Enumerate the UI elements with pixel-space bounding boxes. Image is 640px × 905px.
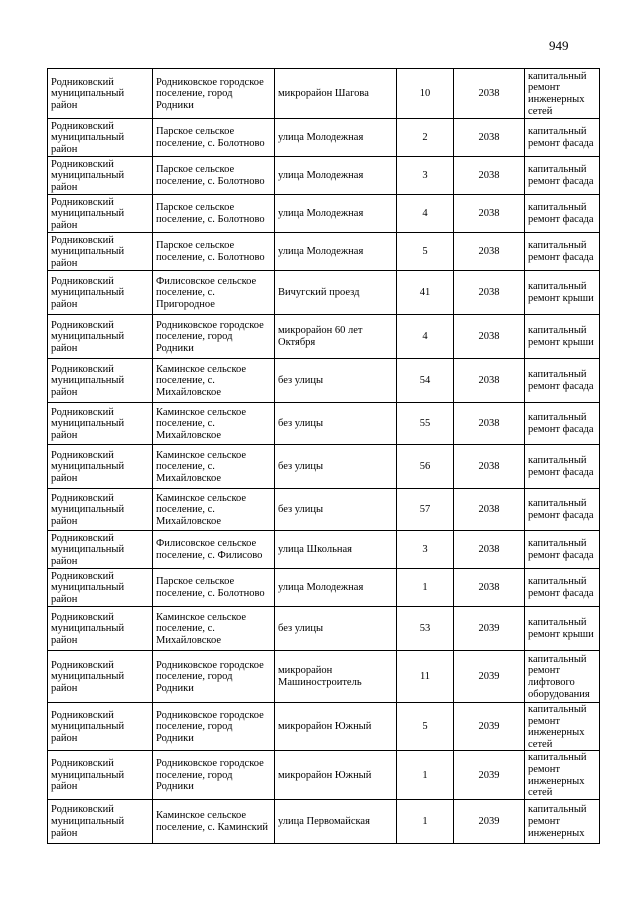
year-cell: 2038 xyxy=(454,195,525,233)
street-cell: без улицы xyxy=(275,445,397,489)
district-cell: Родниковский муниципальный район xyxy=(48,531,153,569)
street-cell: микрорайон Южный xyxy=(275,751,397,799)
work-type-cell: капитальный ремонт крыши xyxy=(525,315,600,359)
work-type-cell: капитальный ремонт фасада xyxy=(525,489,600,531)
house-number-cell: 3 xyxy=(397,157,454,195)
housing-repair-table xyxy=(47,68,600,844)
work-type-cell: капитальный ремонт фасада xyxy=(525,569,600,607)
street-cell: Вичугский проезд xyxy=(275,271,397,315)
year-cell: 2038 xyxy=(454,403,525,445)
work-type-cell: капитальный ремонт инженерных сетей xyxy=(525,751,600,799)
table-row xyxy=(48,271,600,315)
table-row xyxy=(48,751,600,799)
street-cell: улица Школьная xyxy=(275,531,397,569)
street-cell: улица Молодежная xyxy=(275,157,397,195)
work-type-cell: капитальный ремонт фасада xyxy=(525,359,600,403)
table-row xyxy=(48,403,600,445)
settlement-cell: Парское сельское поселение, с. Болотново xyxy=(153,195,275,233)
work-type-cell: капитальный ремонт крыши xyxy=(525,607,600,651)
district-cell: Родниковский муниципальный район xyxy=(48,359,153,403)
street-cell: улица Первомайская xyxy=(275,799,397,843)
house-number-cell: 5 xyxy=(397,233,454,271)
table-row xyxy=(48,703,600,751)
house-number-cell: 4 xyxy=(397,315,454,359)
street-cell: улица Молодежная xyxy=(275,233,397,271)
year-cell: 2039 xyxy=(454,607,525,651)
table-row xyxy=(48,119,600,157)
work-type-cell: капитальный ремонт инженерных сетей xyxy=(525,703,600,751)
street-cell: без улицы xyxy=(275,489,397,531)
table-body xyxy=(48,69,600,844)
settlement-cell: Каминское сельское поселение, с. Михайловское xyxy=(153,359,275,403)
table-row xyxy=(48,489,600,531)
work-type-cell: капитальный ремонт инженерных xyxy=(525,799,600,843)
settlement-cell: Парское сельское поселение, с. Болотново xyxy=(153,157,275,195)
settlement-cell: Каминское сельское поселение, с. Михайловское xyxy=(153,403,275,445)
house-number-cell: 3 xyxy=(397,531,454,569)
district-cell: Родниковский муниципальный район xyxy=(48,651,153,703)
district-cell: Родниковский муниципальный район xyxy=(48,315,153,359)
street-cell: микрорайон Машиностроитель xyxy=(275,651,397,703)
district-cell: Родниковский муниципальный район xyxy=(48,569,153,607)
street-cell: улица Молодежная xyxy=(275,195,397,233)
house-number-cell: 11 xyxy=(397,651,454,703)
year-cell: 2038 xyxy=(454,233,525,271)
work-type-cell: капитальный ремонт крыши xyxy=(525,271,600,315)
table-row xyxy=(48,359,600,403)
district-cell: Родниковский муниципальный район xyxy=(48,119,153,157)
district-cell: Родниковский муниципальный район xyxy=(48,271,153,315)
district-cell: Родниковский муниципальный район xyxy=(48,703,153,751)
street-cell: без улицы xyxy=(275,403,397,445)
table-row xyxy=(48,799,600,843)
table-row xyxy=(48,195,600,233)
street-cell: без улицы xyxy=(275,359,397,403)
house-number-cell: 5 xyxy=(397,703,454,751)
settlement-cell: Каминское сельское поселение, с. Каминский xyxy=(153,799,275,843)
house-number-cell: 10 xyxy=(397,69,454,119)
settlement-cell: Каминское сельское поселение, с. Михайловское xyxy=(153,445,275,489)
table-row xyxy=(48,445,600,489)
settlement-cell: Филисовское сельское поселение, с. Филисово xyxy=(153,531,275,569)
table-row xyxy=(48,69,600,119)
year-cell: 2039 xyxy=(454,799,525,843)
district-cell: Родниковский муниципальный район xyxy=(48,69,153,119)
settlement-cell: Парское сельское поселение, с. Болотново xyxy=(153,233,275,271)
street-cell: микрорайон Шагова xyxy=(275,69,397,119)
settlement-cell: Родниковское городское поселение, город Родники xyxy=(153,751,275,799)
work-type-cell: капитальный ремонт фасада xyxy=(525,195,600,233)
district-cell: Родниковский муниципальный район xyxy=(48,607,153,651)
year-cell: 2038 xyxy=(454,119,525,157)
street-cell: без улицы xyxy=(275,607,397,651)
settlement-cell: Парское сельское поселение, с. Болотново xyxy=(153,569,275,607)
street-cell: микрорайон Южный xyxy=(275,703,397,751)
house-number-cell: 2 xyxy=(397,119,454,157)
settlement-cell: Парское сельское поселение, с. Болотново xyxy=(153,119,275,157)
house-number-cell: 1 xyxy=(397,569,454,607)
year-cell: 2038 xyxy=(454,569,525,607)
house-number-cell: 57 xyxy=(397,489,454,531)
street-cell: улица Молодежная xyxy=(275,119,397,157)
year-cell: 2038 xyxy=(454,489,525,531)
settlement-cell: Каминское сельское поселение, с. Михайловское xyxy=(153,489,275,531)
table-row xyxy=(48,157,600,195)
work-type-cell: капитальный ремонт фасада xyxy=(525,531,600,569)
year-cell: 2039 xyxy=(454,751,525,799)
work-type-cell: капитальный ремонт фасада xyxy=(525,157,600,195)
district-cell: Родниковский муниципальный район xyxy=(48,403,153,445)
district-cell: Родниковский муниципальный район xyxy=(48,799,153,843)
settlement-cell: Родниковское городское поселение, город Родники xyxy=(153,315,275,359)
year-cell: 2038 xyxy=(454,445,525,489)
work-type-cell: капитальный ремонт фасада xyxy=(525,233,600,271)
work-type-cell: капитальный ремонт инженерных сетей xyxy=(525,69,600,119)
settlement-cell: Родниковское городское поселение, город Родники xyxy=(153,651,275,703)
work-type-cell: капитальный ремонт фасада xyxy=(525,119,600,157)
table-row xyxy=(48,607,600,651)
work-type-cell: капитальный ремонт фасада xyxy=(525,403,600,445)
settlement-cell: Родниковское городское поселение, город Родники xyxy=(153,69,275,119)
house-number-cell: 53 xyxy=(397,607,454,651)
table-row xyxy=(48,531,600,569)
district-cell: Родниковский муниципальный район xyxy=(48,751,153,799)
year-cell: 2039 xyxy=(454,703,525,751)
work-type-cell: капитальный ремонт лифтового оборудования xyxy=(525,651,600,703)
year-cell: 2038 xyxy=(454,531,525,569)
house-number-cell: 54 xyxy=(397,359,454,403)
settlement-cell: Родниковское городское поселение, город Родники xyxy=(153,703,275,751)
district-cell: Родниковский муниципальный район xyxy=(48,233,153,271)
year-cell: 2039 xyxy=(454,651,525,703)
house-number-cell: 41 xyxy=(397,271,454,315)
table-row xyxy=(48,315,600,359)
year-cell: 2038 xyxy=(454,271,525,315)
year-cell: 2038 xyxy=(454,69,525,119)
table-row xyxy=(48,651,600,703)
district-cell: Родниковский муниципальный район xyxy=(48,157,153,195)
house-number-cell: 1 xyxy=(397,799,454,843)
year-cell: 2038 xyxy=(454,359,525,403)
table-row xyxy=(48,569,600,607)
district-cell: Родниковский муниципальный район xyxy=(48,195,153,233)
house-number-cell: 55 xyxy=(397,403,454,445)
street-cell: микрорайон 60 лет Октября xyxy=(275,315,397,359)
house-number-cell: 1 xyxy=(397,751,454,799)
year-cell: 2038 xyxy=(454,315,525,359)
street-cell: улица Молодежная xyxy=(275,569,397,607)
district-cell: Родниковский муниципальный район xyxy=(48,489,153,531)
house-number-cell: 4 xyxy=(397,195,454,233)
work-type-cell: капитальный ремонт фасада xyxy=(525,445,600,489)
house-number-cell: 56 xyxy=(397,445,454,489)
settlement-cell: Филисовское сельское поселение, с. Пригородное xyxy=(153,271,275,315)
page-number: 949 xyxy=(549,38,569,53)
year-cell: 2038 xyxy=(454,157,525,195)
district-cell: Родниковский муниципальный район xyxy=(48,445,153,489)
settlement-cell: Каминское сельское поселение, с. Михайловское xyxy=(153,607,275,651)
table-row xyxy=(48,233,600,271)
